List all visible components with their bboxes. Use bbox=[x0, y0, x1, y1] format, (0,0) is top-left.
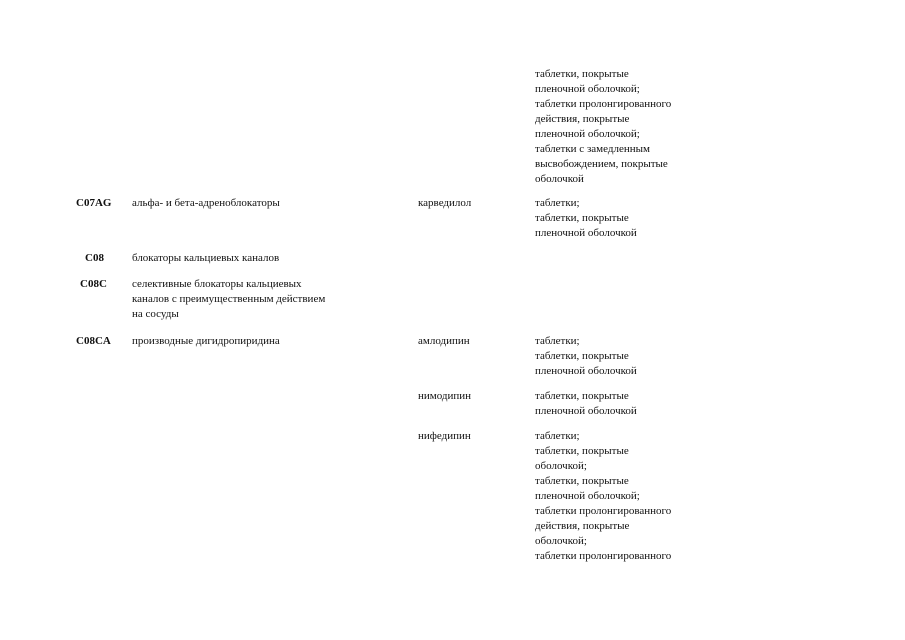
form-line: таблетки, покрытые bbox=[535, 475, 629, 487]
dosage-forms-row-6 bbox=[535, 429, 671, 564]
atc-group bbox=[132, 251, 279, 266]
form-line: таблетки пролонгированного bbox=[535, 98, 672, 110]
form-line: действия, покрытые bbox=[535, 520, 630, 532]
form-line: таблетки, покрытые bbox=[535, 350, 629, 362]
form-line: таблетки, покрытые bbox=[535, 212, 629, 224]
atc-group bbox=[132, 334, 280, 349]
form-line: оболочкой; bbox=[535, 535, 587, 547]
group-line: альфа- и бета-адреноблокаторы bbox=[132, 197, 280, 209]
atc-code: C07AG bbox=[76, 197, 112, 209]
drug-name: нифедипин bbox=[418, 430, 471, 442]
atc-code: C08C bbox=[80, 278, 107, 290]
form-line: таблетки с замедленным bbox=[535, 143, 650, 155]
atc-code: C08CA bbox=[76, 335, 111, 347]
atc-group bbox=[132, 196, 280, 211]
form-line: пленочной оболочкой; bbox=[535, 83, 640, 95]
form-line: оболочкой bbox=[535, 173, 584, 185]
group-line: селективные блокаторы кальциевых bbox=[132, 278, 302, 290]
form-line: высвобождением, покрытые bbox=[535, 158, 668, 170]
form-line: таблетки, покрытые bbox=[535, 68, 629, 80]
group-line: производные дигидропиридина bbox=[132, 335, 280, 347]
atc-group bbox=[132, 277, 325, 322]
group-line: каналов с преимущественным действием bbox=[132, 293, 326, 305]
group-line: блокаторы кальциевых каналов bbox=[132, 252, 280, 264]
form-line: пленочной оболочкой; bbox=[535, 128, 640, 140]
form-line: пленочной оболочкой; bbox=[535, 490, 640, 502]
form-line: таблетки; bbox=[535, 430, 580, 442]
form-line: пленочной оболочкой bbox=[535, 227, 637, 239]
form-line: таблетки пролонгированного bbox=[535, 550, 672, 562]
form-line: таблетки; bbox=[535, 197, 580, 209]
group-line: на сосуды bbox=[132, 308, 179, 320]
dosage-forms-row-1 bbox=[535, 196, 637, 241]
form-line: таблетки, покрытые bbox=[535, 390, 629, 402]
dosage-forms-row-0 bbox=[535, 67, 671, 187]
drug-name: нимодипин bbox=[418, 390, 472, 402]
form-line: пленочной оболочкой bbox=[535, 365, 637, 377]
form-line: таблетки; bbox=[535, 335, 580, 347]
drug-name: амлодипин bbox=[418, 335, 470, 347]
form-line: оболочкой; bbox=[535, 460, 587, 472]
atc-code: C08 bbox=[85, 252, 104, 264]
drug-name: карведилол bbox=[418, 197, 472, 209]
dosage-forms-row-5 bbox=[535, 389, 637, 419]
form-line: таблетки, покрытые bbox=[535, 445, 629, 457]
form-line: пленочной оболочкой bbox=[535, 405, 637, 417]
dosage-forms-row-4 bbox=[535, 334, 637, 379]
form-line: действия, покрытые bbox=[535, 113, 630, 125]
form-line: таблетки пролонгированного bbox=[535, 505, 672, 517]
